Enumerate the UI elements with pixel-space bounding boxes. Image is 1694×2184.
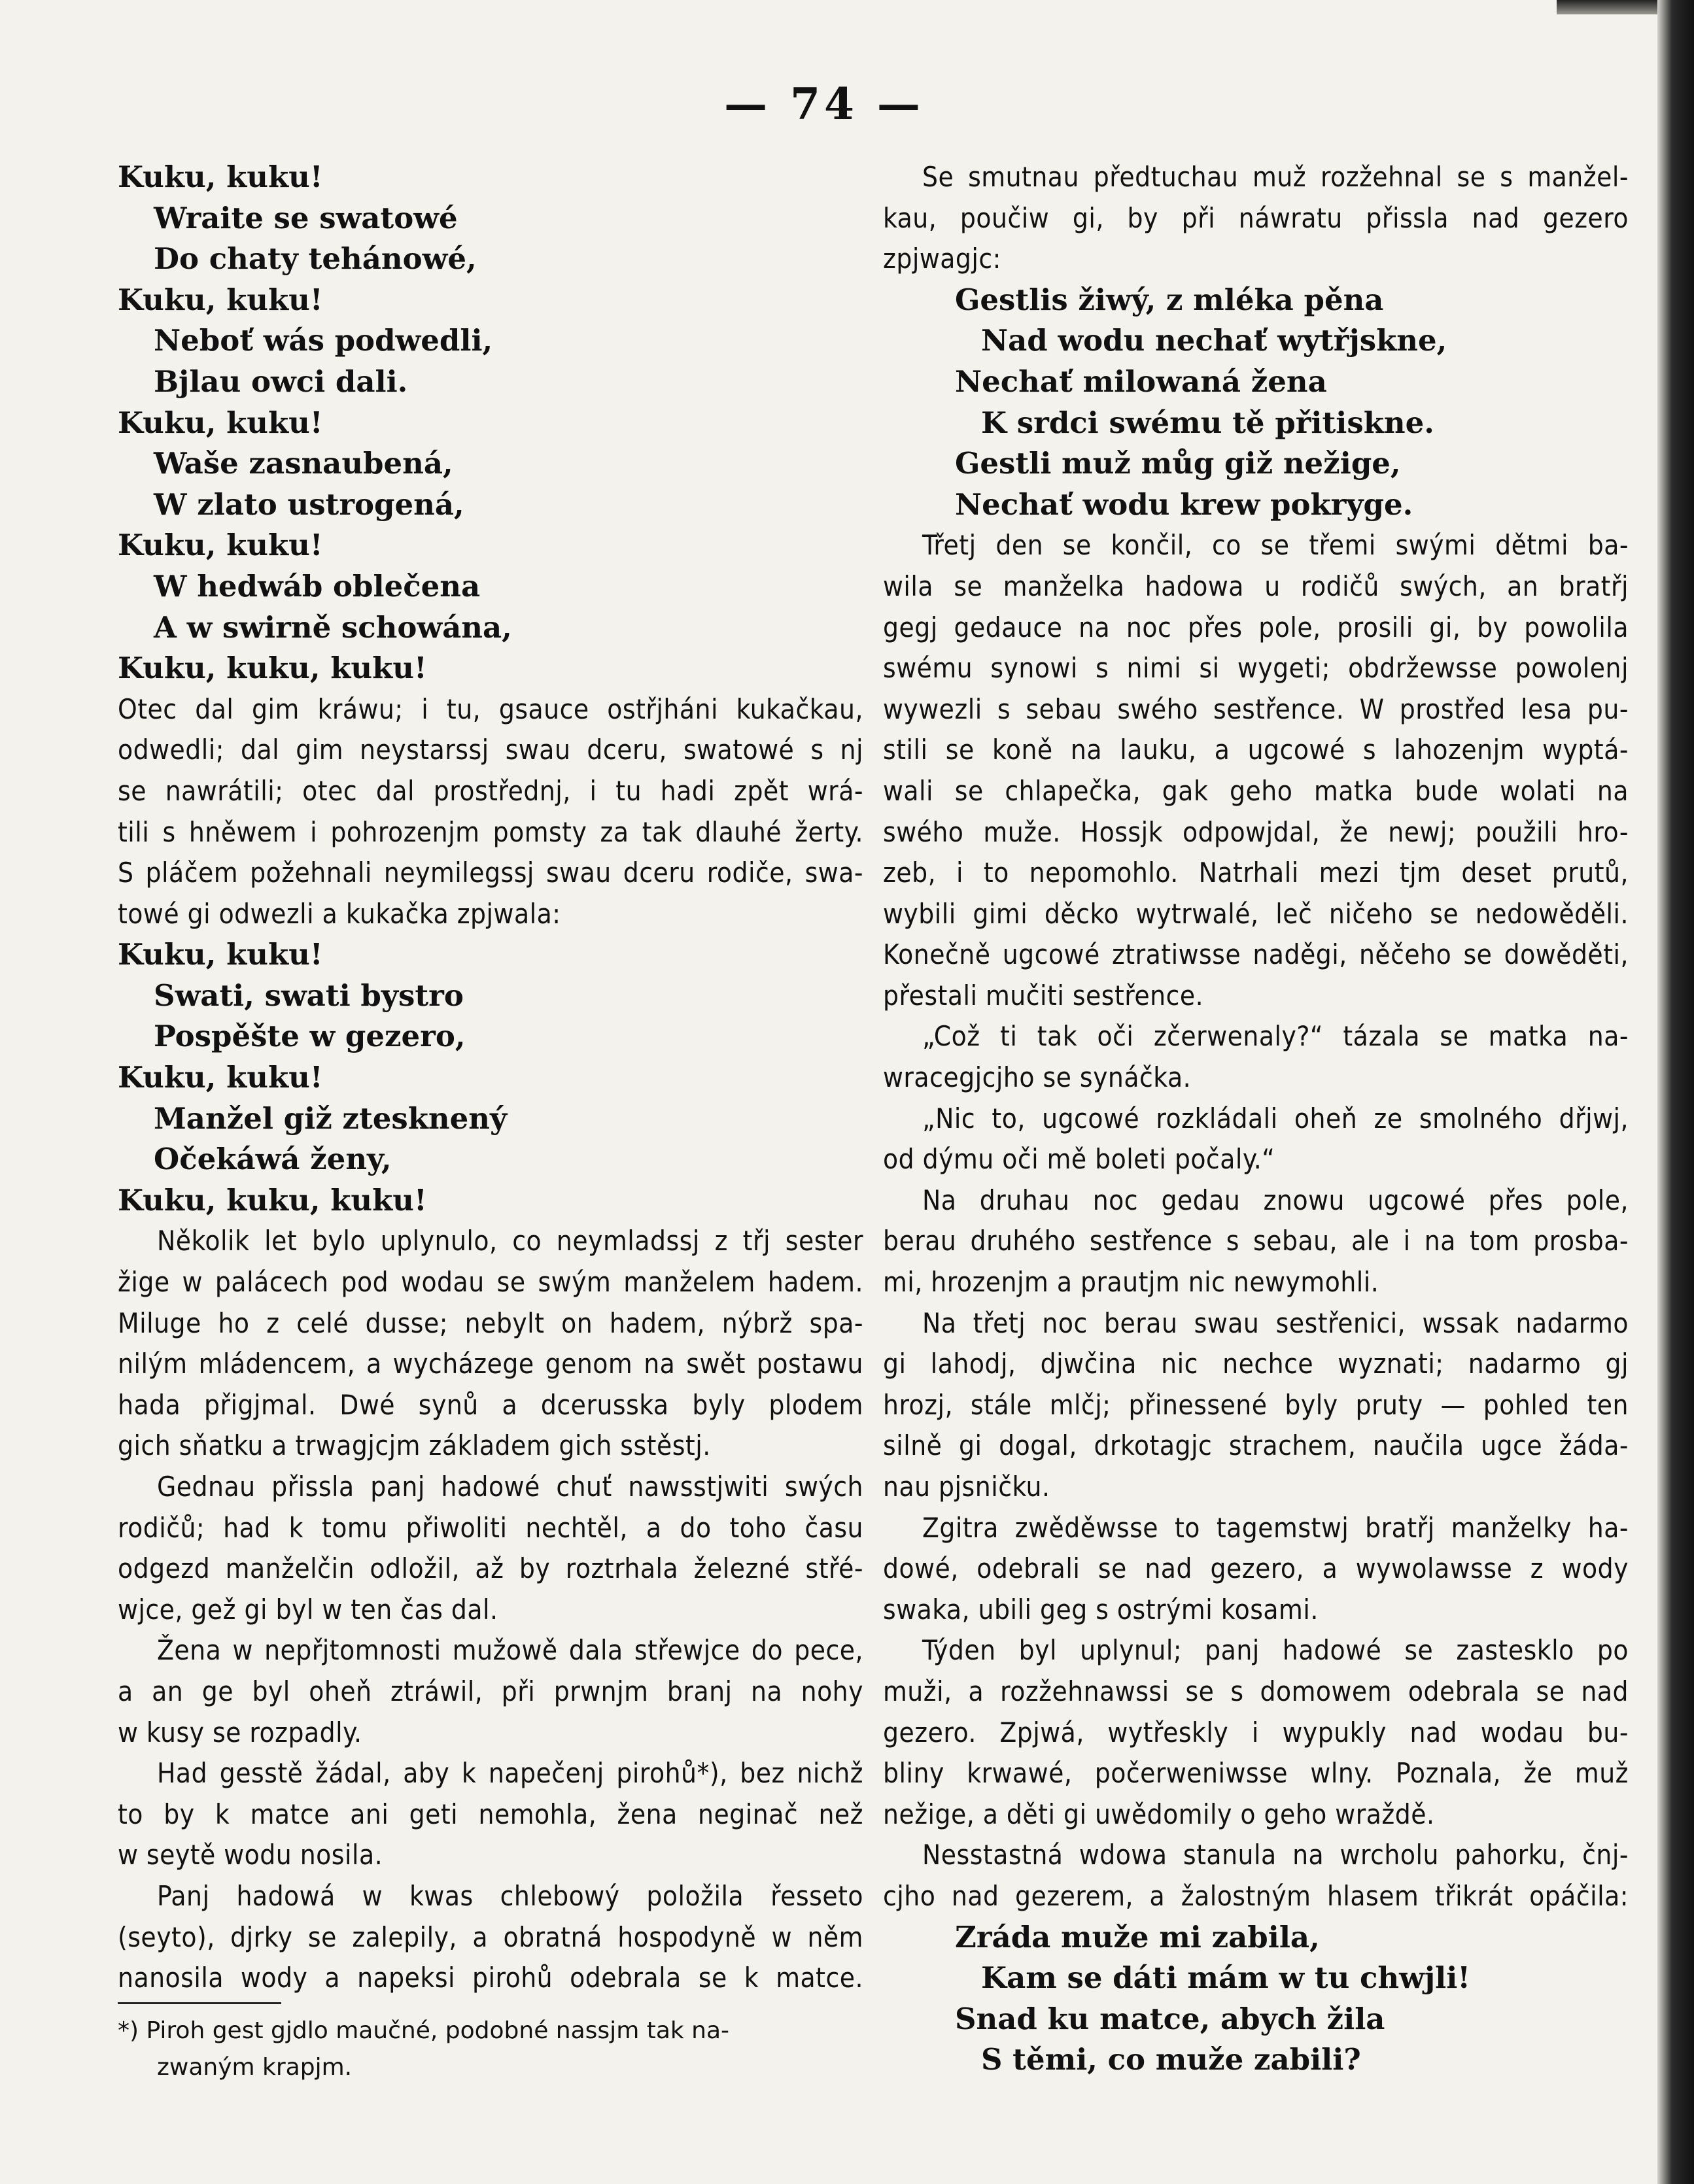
text-line: se nawrátili; otec dal prostřednj, i tu hadi zpět wrá- — [118, 774, 863, 807]
text-line: hrozj, stále mlčj; přinessené byly pruty — pohled ten — [883, 1388, 1629, 1421]
verse-line: Kuku, kuku! — [118, 282, 323, 317]
text-line: wali se chlapečka, gak geho matka bude wolati na — [883, 774, 1629, 807]
text-line: Na druhau noc gedau znowu ugcowé přes pole, — [922, 1184, 1629, 1216]
verse-line: Kuku, kuku! — [118, 160, 323, 194]
text-line: žige w palácech pod wodau se swým manželem hadem. — [118, 1266, 863, 1299]
text-line: Několik let bylo uplynulo, co neymladssj z třj sester — [157, 1225, 863, 1257]
text-line: přestali mučiti sestřence. — [883, 979, 1204, 1012]
verse-line: Swati, swati bystro — [154, 978, 464, 1013]
text-line: tili s hněwem i pohrozenjm pomsty za tak dlauhé žerty. — [118, 815, 863, 848]
text-line: w seytě wodu nosila. — [118, 1839, 383, 1871]
verse-line: Manžel giž ztesknený — [154, 1101, 508, 1136]
verse-line: Pospěšte w gezero, — [154, 1019, 466, 1054]
verse-line: Nechať wodu krew pokryge. — [955, 486, 1413, 522]
verse-line: Snad ku matce, abych žila — [955, 2001, 1385, 2036]
text-line: wracegjcjho se synáčka. — [883, 1061, 1192, 1094]
verse-line: Gestlis žiwý, z mléka pěna — [955, 282, 1384, 317]
text-line: zeb, i to nepomohlo. Natrhali mezi tjm deset prutů, — [883, 857, 1629, 889]
text-line: Had gesstě žádal, aby k napečenj pirohů*), bez nichž — [157, 1757, 863, 1790]
footnote-line: *) Piroh gest gjdlo maučné, podobné nassjm tak na- — [118, 2017, 730, 2044]
text-line: nanosila wody a napeksi pirohů odebrala se k matce. — [118, 1962, 863, 1994]
text-line: Gednau přissla panj hadowé chuť nawsstjwiti swých — [157, 1471, 863, 1503]
text-line: odwedli; dal gim neystarssj swau dceru, swatowé s nj — [118, 734, 863, 766]
text-line: Miluge ho z celé dusse; nebylt on hadem, nýbrž spa- — [118, 1306, 863, 1339]
verse-line: Kuku, kuku, kuku! — [118, 1182, 427, 1218]
text-line: wjce, gež gi byl w ten čas dal. — [118, 1593, 498, 1626]
verse-line: Do chaty tehánowé, — [154, 241, 477, 277]
text-line: Otec dal gim kráwu; i tu, gsauce ostřjháni kukačkau, — [118, 692, 863, 725]
verse-line: Neboť wás podwedli, — [154, 323, 493, 358]
text-line: gich sňatku a trwagjcjm základem gich sstěstj. — [118, 1429, 711, 1462]
verse-line: Nechať milowaná žena — [955, 364, 1327, 399]
verse-line: W hedwáb oblečena — [154, 568, 481, 604]
text-line: od dýmu oči mě boleti počaly.“ — [883, 1143, 1275, 1176]
left-column — [118, 157, 863, 1999]
right-column — [883, 157, 1629, 2081]
verse-line: Kam se dáti mám w tu chwjli! — [981, 1960, 1471, 1996]
footnote-rule — [118, 2002, 281, 2004]
text-line: nilým mládencem, a wycházege genom na swět postawu — [118, 1348, 863, 1380]
verse-line: Kuku, kuku! — [118, 937, 323, 972]
text-line: bliny krwawé, počerweniwsse wlny. Poznala, že muž — [883, 1757, 1629, 1790]
verse-line: Kuku, kuku! — [118, 1060, 323, 1095]
text-line: mi, hrozenjm a prautjm nic newymohli. — [883, 1266, 1379, 1299]
verse-line: Wraite se swatowé — [154, 200, 458, 235]
text-line: swému synowi s nimi si wygeti; obdržewsse powolenj — [883, 652, 1629, 685]
text-line: silně gi dogal, drkotagjc strachem, naučila ugce žáda- — [883, 1429, 1629, 1462]
text-line: a an ge byl oheň ztráwil, při prwnjm branj na nohy — [118, 1675, 863, 1707]
text-line: (seyto), djrky se zalepily, a obratná hospodyně w něm — [118, 1920, 863, 1953]
verse-line: K srdci swému tě přitiskne. — [981, 405, 1434, 440]
text-line: wybili gimi děcko wytrwalé, leč ničeho se nedowěděli. — [883, 897, 1629, 930]
text-line: gezero. Zpjwá, wytřeskly i wypukly nad wodau bu- — [883, 1716, 1629, 1749]
text-line: hada přigjmal. Dwé synů a dcerusska byly plodem — [118, 1388, 863, 1421]
text-line: wywezli s sebau swého sestřence. W prostřed lesa pu- — [883, 692, 1629, 725]
text-line: to by k matce ani geti nemohla, žena neginač než — [118, 1798, 863, 1830]
text-line: swého muže. Hossjk odpowjdal, že newj; použili hro- — [883, 815, 1629, 848]
verse-line: A w swirně schowána, — [154, 609, 512, 645]
text-line: odgezd manželčin odložil, až by roztrhala železné střé- — [118, 1552, 863, 1585]
text-line: Se smutnau předtuchau muž rozžehnal se s manžel- — [922, 161, 1629, 193]
text-line: „Což ti tak oči zčerwenaly?“ tázala se matka na- — [922, 1020, 1629, 1053]
verse-line: Očekáwá ženy, — [154, 1142, 392, 1177]
text-line: Nesstastná wdowa stanula na wrcholu pahorku, čnj- — [922, 1839, 1629, 1871]
text-line: stili se koně na lauku, a ugcowé s lahozenjm wyptá- — [883, 734, 1629, 766]
verse-line: Kuku, kuku, kuku! — [118, 651, 427, 686]
text-line: zpjwagjc: — [883, 243, 1001, 275]
footnote-line: zwaným krapjm. — [157, 2054, 353, 2081]
text-line: gegj gedauce na noc přes pole, prosili gi, by powolila — [883, 611, 1629, 643]
verse-line: W zlato ustrogená, — [154, 486, 464, 522]
text-line: Konečně ugcowé ztratiwsse naděgi, něčeho se dowěděti, — [883, 938, 1629, 971]
text-line: Třetj den se končil, co se třemi swými dětmi ba- — [922, 529, 1629, 562]
text-line: berau druhého sestřence s sebau, ale i na tom prosba- — [883, 1225, 1629, 1257]
verse-line: Gestli muž můg giž nežige, — [955, 446, 1401, 481]
text-line: Žena w nepřjtomnosti mužowě dala střewjce do pece, — [157, 1634, 863, 1667]
text-line: Na třetj noc berau swau sestřenici, wssak nadarmo — [922, 1306, 1629, 1339]
text-line: nežige, a děti gi uwědomily o geho wraždě. — [883, 1798, 1435, 1830]
text-line: dowé, odebrali se nad gezero, a wywolawsse z wody — [883, 1552, 1629, 1585]
text-line: kau, poučiw gi, by při náwratu přissla nad gezero — [883, 201, 1629, 234]
text-line: swaka, ubili geg s ostrými kosami. — [883, 1593, 1319, 1626]
text-line: towé gi odwezli a kukačka zpjwala: — [118, 897, 561, 930]
text-line: wila se manželka hadowa u rodičů swých, an bratřj — [883, 570, 1629, 602]
verse-line: S těmi, co muže zabili? — [981, 2042, 1361, 2077]
text-line: rodičů; had k tomu přiwoliti nechtěl, a do toho času — [118, 1511, 863, 1544]
footnote — [118, 2013, 850, 2086]
text-line: S pláčem požehnali neymilegssj swau dceru rodiče, swa- — [118, 857, 863, 889]
text-line: cjho nad gezerem, a žalostným hlasem třikrát opáčila: — [883, 1879, 1629, 1912]
verse-line: Zráda muže mi zabila, — [955, 1919, 1320, 1954]
verse-line: Nad wodu nechať wytřjskne, — [981, 323, 1447, 358]
verse-line: Kuku, kuku! — [118, 528, 323, 563]
verse-line: Bjlau owci dali. — [154, 364, 408, 399]
text-line: gi lahodj, djwčina nic nechce wyznati; nadarmo gj — [883, 1348, 1629, 1380]
text-line: muži, a rozžehnawssi se s domowem odebrala se nad — [883, 1675, 1629, 1707]
text-line: Panj hadowá w kwas chlebowý položila řesseto — [157, 1879, 863, 1912]
scan-edge-right — [1657, 0, 1694, 2184]
text-line: nau pjsničku. — [883, 1471, 1050, 1503]
text-line: „Nic to, ugcowé rozkládali oheň ze smolného dřjwj, — [922, 1102, 1629, 1135]
text-line: Týden byl uplynul; panj hadowé se zastesklo po — [922, 1634, 1629, 1667]
verse-line: Waše zasnaubená, — [154, 446, 453, 481]
page-number: — 74 — — [724, 78, 924, 129]
text-line: Zgitra zwěděwsse to tagemstwj bratřj manželky ha- — [922, 1511, 1629, 1544]
text-line: w kusy se rozpadly. — [118, 1716, 362, 1749]
verse-line: Kuku, kuku! — [118, 405, 323, 440]
